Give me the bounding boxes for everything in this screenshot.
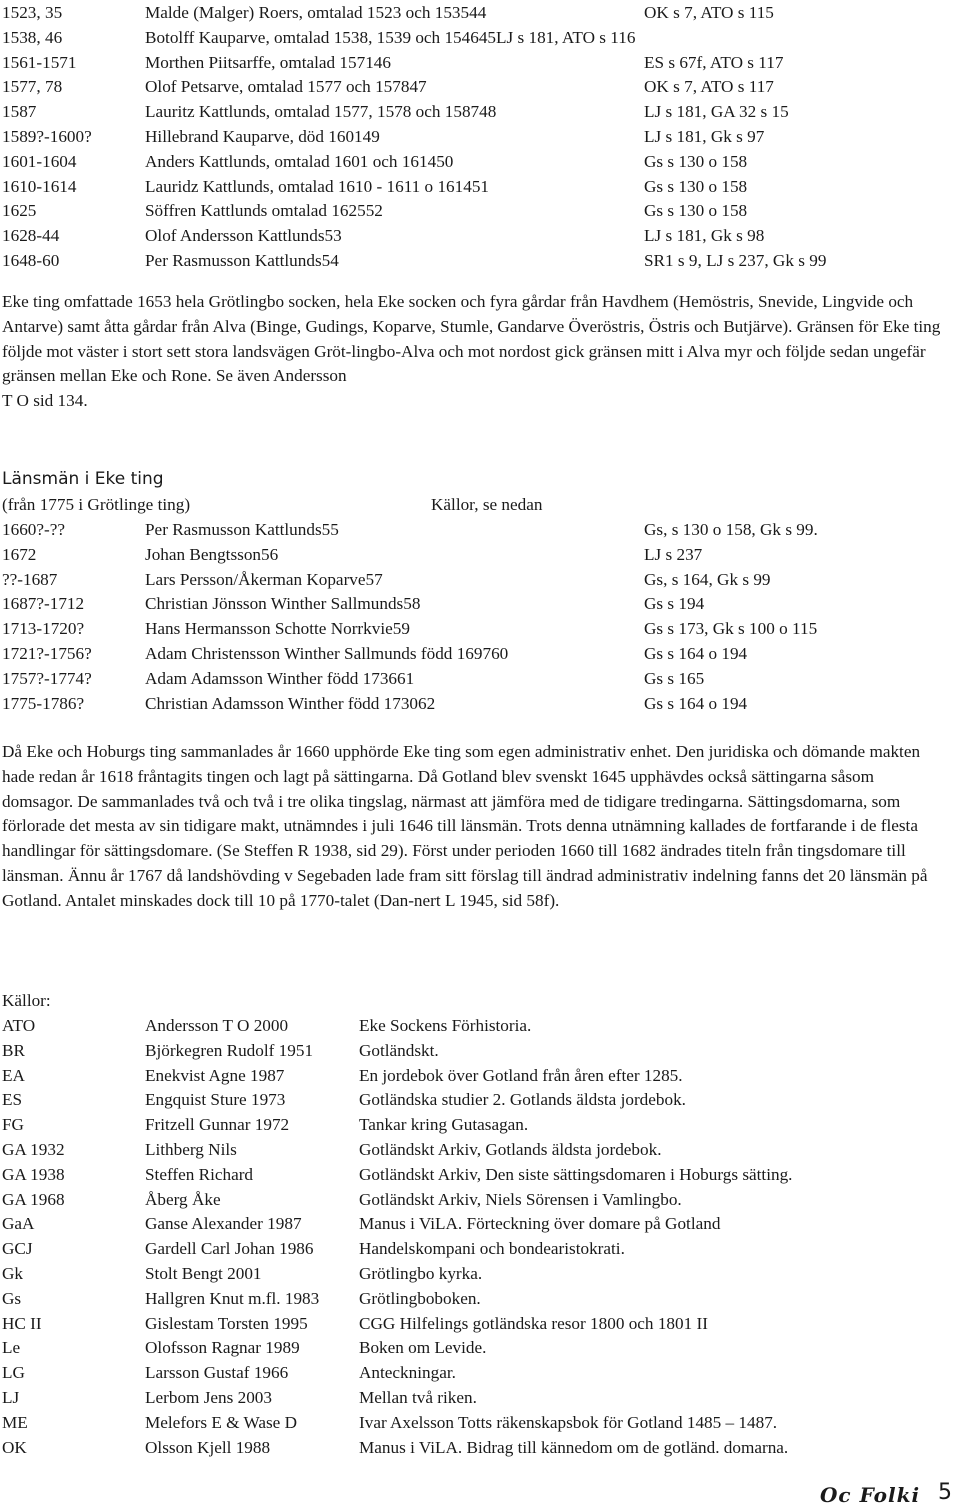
paragraph-history: Då Eke och Hoburgs ting sammanlades år 1660 upphörde Eke ting som egen administrativ enhet. Den juridiska och dömande makten hade redan år 1618 fråntagits tingen och lagt på sättingarna. Då Gotland blev svenskt 1645 upphävdes också sättingarna såsom domsagor. De sammanlades två och två i tre olika tingslag, närmast att jämföra med de tidigare tredingarna. Sättingsdomarna, som förlorade det mesta av sin tidigare makt, utnämndes i juli 1646 till länsmän. Trots denna utnämning kallades de fortfarande i de flesta handlingar för sättingsdomare. (Se Steffen R 1938, sid 29). Först under perioden 1660 till 1682 ändrades titeln från tingsdomare till länsman. Ännu år 1767 då landshövding v Segebaden lade fram sitt förslag till ändrad administrativ indelning fanns det 20 länsmän på Gotland. Antalet minskades dock till 10 på 1770-talet (Dan-nert L 1945, sid 58f). xyxy=(2,742,928,910)
name-cell: Botolff Kauparve, omtalad 1538, 1539 och 154645LJ s 181, ATO s 116 xyxy=(145,27,636,47)
section-heading-lansman: Länsmän i Eke ting xyxy=(2,469,164,489)
title-cell: Mellan två riken. xyxy=(359,1388,477,1407)
abbreviation-cell: GA 1938 xyxy=(2,1164,65,1184)
source-row xyxy=(2,1261,952,1286)
period-cell: 1538, 46 xyxy=(2,27,63,47)
title-cell: Ivar Axelsson Totts räkenskapsbok för Gotland 1485 – 1487. xyxy=(359,1412,778,1432)
name-cell: Anders Kattlunds, omtalad 1601 och 161450 xyxy=(145,151,454,171)
title-cell: Gotländskt Arkiv, Den siste sättingsdomaren i Hoburgs sätting. xyxy=(359,1164,793,1184)
author-cell: Lerbom Jens 2003 xyxy=(145,1388,272,1407)
holder-row xyxy=(2,124,952,149)
title-cell: Grötlingbo kyrka. xyxy=(359,1264,483,1283)
footer-magazine-title: Oc Folki xyxy=(820,1483,921,1507)
abbreviation-cell: GaA xyxy=(2,1214,35,1234)
period-cell: 1687?-1712 xyxy=(2,594,85,614)
source-row xyxy=(2,1385,952,1410)
period-cell: 1721?-1756? xyxy=(2,644,92,663)
title-cell: Eke Sockens Förhistoria. xyxy=(359,1016,532,1035)
period-cell: 1648-60 xyxy=(2,251,60,270)
source-row xyxy=(2,1013,952,1038)
lansman-row xyxy=(2,591,952,616)
holder-row xyxy=(2,50,952,75)
name-cell: Olof Andersson Kattlunds53 xyxy=(145,226,342,246)
author-cell: Gardell Carl Johan 1986 xyxy=(145,1239,314,1259)
abbreviation-cell: LG xyxy=(2,1363,25,1383)
source-row xyxy=(2,1137,952,1162)
paragraph-text: Eke ting omfattade 1653 hela Grötlingbo socken, hela Eke socken och fyra gårdar från Havdhem (Hemöstris, Snevide, Lingvide och Antarve) samt åtta gårdar från Alva (Binge, Gudings, Koparve, Stumle, Gandarve Överöstris, Östris och Butjärve). Gränsen för Eke ting följde mot väster i stort sett stora landsvägen Gröt-lingbo-Alva och mot nordost gick gränsen mitt i Alva myr och följde sedan ungefär gränsen mellan Eke och Rone. Se även Andersson xyxy=(2,292,941,386)
title-cell: Anteckningar. xyxy=(359,1363,456,1383)
author-cell: Engquist Sture 1973 xyxy=(145,1090,286,1110)
author-cell: Ganse Alexander 1987 xyxy=(145,1214,302,1234)
period-cell: 1610-1614 xyxy=(2,176,77,196)
author-cell: Stolt Bengt 2001 xyxy=(145,1264,262,1283)
author-cell: Åberg Åke xyxy=(145,1189,221,1209)
author-cell: Steffen Richard xyxy=(145,1164,254,1184)
page-number: 5 xyxy=(938,1480,952,1505)
title-cell: Handelskompani och bondearistokrati. xyxy=(359,1239,625,1259)
source-cell: ES s 67f, ATO s 117 xyxy=(644,52,784,72)
lansman-subheading-row xyxy=(2,492,952,517)
name-cell: Lauridz Kattlunds, omtalad 1610 - 1611 o 161451 xyxy=(145,176,490,196)
name-cell: Per Rasmusson Kattlunds54 xyxy=(145,251,339,270)
source-cell: SR1 s 9, LJ s 237, Gk s 99 xyxy=(644,251,827,270)
author-cell: Hallgren Knut m.fl. 1983 xyxy=(145,1288,320,1308)
source-row xyxy=(2,1286,952,1311)
title-cell: Manus i ViLA. Förteckning över domare på Gotland xyxy=(359,1214,721,1234)
holder-row xyxy=(2,25,952,50)
lansman-row xyxy=(2,666,952,691)
abbreviation-cell: ATO xyxy=(2,1016,36,1035)
author-cell: Olofsson Ragnar 1989 xyxy=(145,1338,300,1358)
period-cell: 1561-1571 xyxy=(2,52,77,72)
source-cell: Gs s 173, Gk s 100 o 115 xyxy=(644,619,818,639)
source-cell: LJ s 181, Gk s 97 xyxy=(644,127,765,146)
period-cell: 1775-1786? xyxy=(2,693,85,713)
source-cell: LJ s 237 xyxy=(644,544,703,564)
sources-note: Källor, se nedan xyxy=(431,495,543,514)
name-cell: Söffren Kattlunds omtalad 162552 xyxy=(145,201,383,221)
author-cell: Olsson Kjell 1988 xyxy=(145,1437,271,1457)
name-cell: Adam Adamsson Winther född 173661 xyxy=(145,668,415,688)
lansman-subheading: (från 1775 i Grötlinge ting) xyxy=(2,495,191,514)
source-cell: Gs s 165 xyxy=(644,668,705,688)
source-row xyxy=(2,1311,952,1336)
holder-row xyxy=(2,248,952,273)
name-cell: Hillebrand Kauparve, död 160149 xyxy=(145,127,380,146)
source-cell: Gs, s 130 o 158, Gk s 99. xyxy=(644,520,818,539)
source-cell: Gs, s 164, Gk s 99 xyxy=(644,569,771,589)
source-cell: LJ s 181, GA 32 s 15 xyxy=(644,102,789,122)
title-cell: Gotländskt. xyxy=(359,1040,439,1060)
name-cell: Christian Jönsson Winther Sallmunds58 xyxy=(145,594,421,614)
source-row xyxy=(2,1038,952,1063)
name-cell: Adam Christensson Winther Sallmunds född 169760 xyxy=(145,644,509,663)
source-cell: OK s 7, ATO s 117 xyxy=(644,77,774,97)
lansman-row xyxy=(2,641,952,666)
period-cell: 1628-44 xyxy=(2,226,60,246)
lansman-row xyxy=(2,542,952,567)
paragraph-tail: T O sid 134. xyxy=(2,391,88,411)
author-cell: Melefors E & Wase D xyxy=(145,1412,297,1432)
title-cell: Gotländskt Arkiv, Niels Sörensen i Vamlingbo. xyxy=(359,1189,682,1209)
period-cell: 1577, 78 xyxy=(2,77,63,97)
source-row xyxy=(2,1112,952,1137)
holder-row xyxy=(2,74,952,99)
holder-row xyxy=(2,223,952,248)
source-row xyxy=(2,1435,952,1460)
source-cell: LJ s 181, Gk s 98 xyxy=(644,226,765,246)
title-cell: Tankar kring Gutasagan. xyxy=(359,1115,529,1135)
source-cell: Gs s 194 xyxy=(644,594,705,614)
name-cell: Johan Bengtsson56 xyxy=(145,544,279,564)
source-row xyxy=(2,1187,952,1212)
title-cell: Gotländskt Arkiv, Gotlands äldsta jordebok. xyxy=(359,1140,662,1159)
source-cell: Gs s 164 o 194 xyxy=(644,693,748,713)
source-row xyxy=(2,1335,952,1360)
source-row xyxy=(2,1360,952,1385)
abbreviation-cell: FG xyxy=(2,1115,24,1135)
name-cell: Morthen Piitsarffe, omtalad 157146 xyxy=(145,52,391,72)
holder-row xyxy=(2,198,952,223)
abbreviation-cell: Le xyxy=(2,1338,21,1358)
abbreviation-cell: HC II xyxy=(2,1313,42,1333)
period-cell: 1523, 35 xyxy=(2,3,63,22)
abbreviation-cell: GA 1932 xyxy=(2,1140,65,1159)
title-cell: Boken om Levide. xyxy=(359,1338,487,1358)
abbreviation-cell: OK xyxy=(2,1437,27,1457)
name-cell: Olof Petsarve, omtalad 1577 och 157847 xyxy=(145,77,427,97)
abbreviation-cell: GA 1968 xyxy=(2,1189,65,1209)
name-cell: Lars Persson/Åkerman Koparve57 xyxy=(145,569,383,589)
period-cell: 1589?-1600? xyxy=(2,127,92,146)
title-cell: Grötlingboboken. xyxy=(359,1288,481,1308)
holder-row xyxy=(2,0,952,25)
period-cell: 1587 xyxy=(2,102,37,122)
abbreviation-cell: Gs xyxy=(2,1288,22,1308)
author-cell: Björkegren Rudolf 1951 xyxy=(145,1040,314,1060)
name-cell: Christian Adamsson Winther född 173062 xyxy=(145,693,436,713)
source-cell: Gs s 130 o 158 xyxy=(644,201,748,221)
source-row xyxy=(2,1087,952,1112)
name-cell: Hans Hermansson Schotte Norrkvie59 xyxy=(145,619,410,639)
abbreviation-cell: ME xyxy=(2,1412,28,1432)
title-cell: En jordebok över Gotland från åren efter 1285. xyxy=(359,1065,683,1085)
period-cell: 1660?-?? xyxy=(2,520,65,539)
period-cell: 1757?-1774? xyxy=(2,668,92,688)
abbreviation-cell: Gk xyxy=(2,1264,24,1283)
abbreviation-cell: LJ xyxy=(2,1388,20,1407)
source-cell: Gs s 130 o 158 xyxy=(644,176,748,196)
source-row xyxy=(2,1063,952,1088)
period-cell: 1672 xyxy=(2,544,37,564)
source-cell: OK s 7, ATO s 115 xyxy=(644,3,774,22)
abbreviation-cell: GCJ xyxy=(2,1239,33,1259)
author-cell: Larsson Gustaf 1966 xyxy=(145,1363,289,1383)
title-cell: CGG Hilfelings gotländska resor 1800 och 1801 II xyxy=(359,1313,708,1333)
source-row xyxy=(2,1162,952,1187)
lansman-row xyxy=(2,691,952,716)
author-cell: Gislestam Torsten 1995 xyxy=(145,1313,308,1333)
lansman-row xyxy=(2,517,952,542)
abbreviation-cell: ES xyxy=(2,1090,23,1110)
author-cell: Andersson T O 2000 xyxy=(145,1016,289,1035)
lansman-row xyxy=(2,567,952,592)
author-cell: Fritzell Gunnar 1972 xyxy=(145,1115,290,1135)
author-cell: Enekvist Agne 1987 xyxy=(145,1065,285,1085)
name-cell: Per Rasmusson Kattlunds55 xyxy=(145,520,339,539)
source-row xyxy=(2,1236,952,1261)
holder-row xyxy=(2,99,952,124)
period-cell: 1625 xyxy=(2,201,37,221)
period-cell: 1713-1720? xyxy=(2,619,85,639)
period-cell: 1601-1604 xyxy=(2,151,77,171)
name-cell: Malde (Malger) Roers, omtalad 1523 och 153544 xyxy=(145,3,487,22)
source-cell: Gs s 164 o 194 xyxy=(644,644,748,663)
abbreviation-cell: EA xyxy=(2,1065,25,1085)
abbreviation-cell: BR xyxy=(2,1040,25,1060)
author-cell: Lithberg Nils xyxy=(145,1140,237,1159)
source-row xyxy=(2,1410,952,1435)
source-cell: Gs s 130 o 158 xyxy=(644,151,748,171)
title-cell: Manus i ViLA. Bidrag till kännedom om de gotländ. domarna. xyxy=(359,1437,789,1457)
name-cell: Lauritz Kattlunds, omtalad 1577, 1578 och 158748 xyxy=(145,102,497,122)
source-row xyxy=(2,1211,952,1236)
title-cell: Gotländska studier 2. Gotlands äldsta jordebok. xyxy=(359,1090,686,1110)
holder-row xyxy=(2,149,952,174)
holder-row xyxy=(2,174,952,199)
sources-heading: Källor: xyxy=(2,991,51,1010)
paragraph-eke-ting xyxy=(2,290,946,414)
lansman-row xyxy=(2,616,952,641)
period-cell: ??-1687 xyxy=(2,569,58,589)
